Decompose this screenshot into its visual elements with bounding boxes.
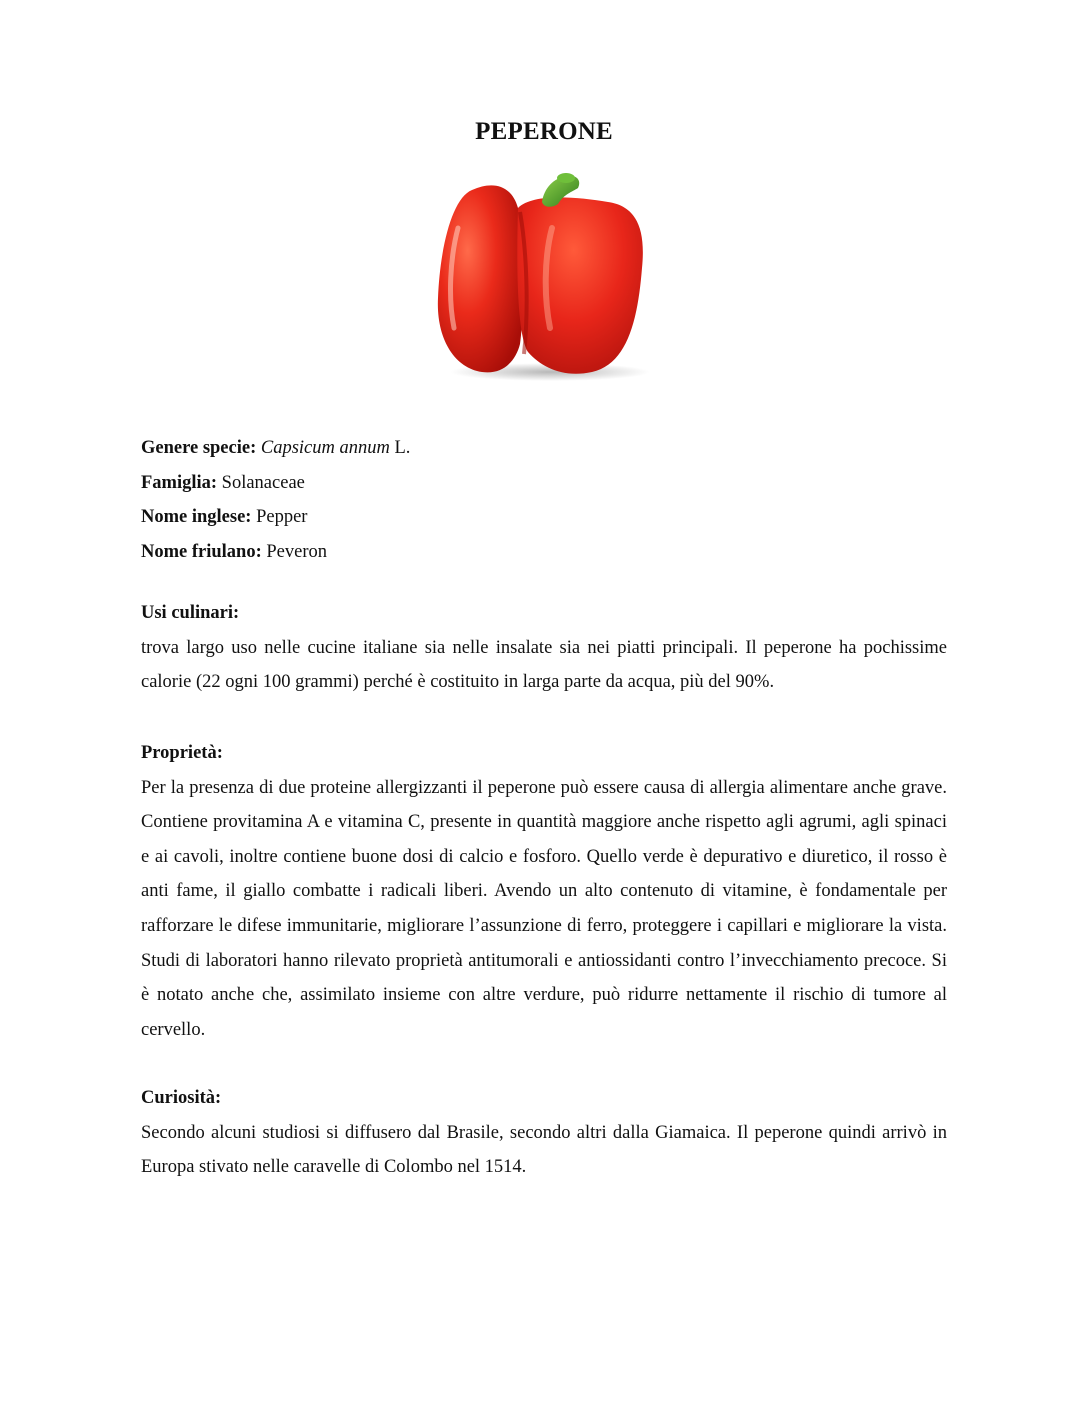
meta-famiglia xyxy=(141,466,947,501)
section-heading: Usi culinari: xyxy=(141,603,240,623)
meta-nome-inglese xyxy=(141,500,947,535)
meta-value: Peveron xyxy=(261,541,327,562)
meta-genere xyxy=(141,431,947,466)
section-heading: Proprietà: xyxy=(141,743,223,763)
section-text: Secondo alcuni studiosi si diffusero dal Brasile, secondo altri dalla Giamaica. Il peperone quindi arrivò in Europa stivato nelle caravelle di Colombo nel 1514. xyxy=(141,1122,947,1178)
meta-nome-friulano xyxy=(141,535,947,570)
meta-value: Pepper xyxy=(251,507,308,528)
meta-value: L. xyxy=(389,438,411,458)
meta-value: Solanaceae xyxy=(217,472,305,493)
metadata-block xyxy=(141,431,947,569)
meta-label: Genere specie: xyxy=(141,438,257,458)
section-text: Per la presenza di due proteine allergizzanti il peperone può essere causa di allergia alimentare anche grave. Contiene provitamina A e vitamina C, presente in quantità maggiore anche rispetto agli agrumi, agli spinaci e ai cavoli, inoltre contiene buone dosi di calcio e fosforo. Quello verde è depurativo e diuretico, il rosso è anti fame, il giallo combatte i radicali liberi. Avendo un alto contenuto di vitamine, è fondamentale per rafforzare le difese immunitarie, migliorare l’assunzione di ferro, proteggere i capillari e migliorare la vista. Studi di laboratori hanno rilevato proprietà antitumorali e antiossidanti contro l’invecchiamento precoce. Si è notato anche che, assimilato insieme con altre verdure, può ridurre nettamente il rischio di tumore al cervello. xyxy=(141,777,947,1040)
species-name: Capsicum annum xyxy=(260,438,390,458)
meta-label: Famiglia: xyxy=(141,472,218,493)
red-pepper-illustration xyxy=(432,168,656,382)
document-title: PEPERONE xyxy=(475,118,613,145)
section-curiosita xyxy=(141,1081,947,1185)
section-heading: Curiosità: xyxy=(141,1088,222,1108)
section-proprieta xyxy=(141,736,947,1047)
section-usi-culinari xyxy=(141,596,947,700)
meta-label: Nome friulano: xyxy=(141,541,262,562)
section-text: trova largo uso nelle cucine italiane sia nelle insalate sia nei piatti principali. Il peperone ha pochissime calorie (22 ogni 100 grammi) perché è costituito in larga parte da acqua, più del 90%. xyxy=(141,637,947,693)
meta-label: Nome inglese: xyxy=(141,507,252,528)
red-pepper-image xyxy=(432,168,656,382)
